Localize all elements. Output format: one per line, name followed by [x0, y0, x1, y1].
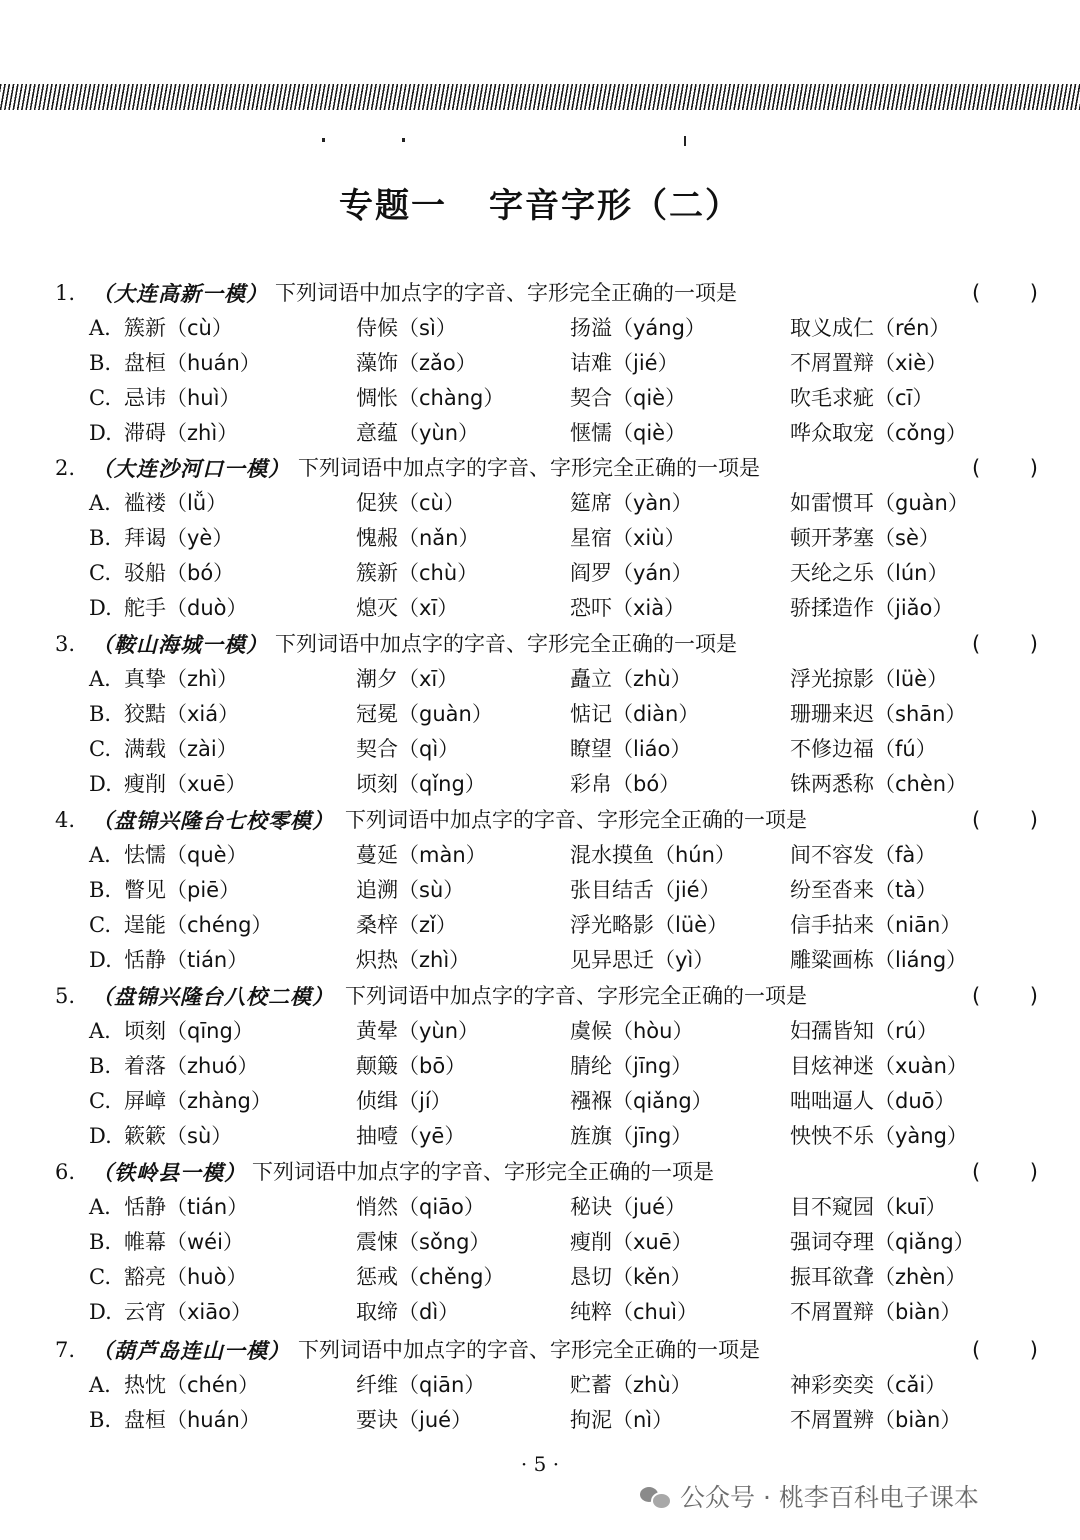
question-source: （盘锦兴隆台八校二模） [92, 984, 334, 1009]
option-row [0, 697, 1080, 732]
option-label: B. [89, 878, 112, 902]
watermark [640, 1478, 979, 1514]
question-text: 下列词语中加点字的字音、字形完全正确的一项是 [345, 984, 807, 1008]
option-word: 信手拈来（niān） [790, 913, 962, 937]
option-label: A. [89, 1019, 111, 1043]
answer-bracket[interactable] [972, 803, 1038, 838]
option-label: B. [89, 526, 112, 550]
option-word: 桑梓（zǐ） [356, 913, 457, 937]
option-row [0, 346, 1080, 381]
title-part-2: 字音字形（二） [489, 186, 741, 226]
option-word: 取义成仁（rén） [790, 316, 951, 340]
option-word: 黄晕（yùn） [356, 1019, 480, 1043]
watermark-text: 公众号 · 桃李百科电子课本 [680, 1483, 979, 1512]
option-label: D. [89, 1124, 112, 1148]
option-row [0, 1084, 1080, 1119]
option-word: 星宿（xiù） [570, 526, 686, 550]
option-word: 褴褛（lǚ） [124, 491, 228, 515]
option-label: D. [89, 1300, 112, 1324]
option-word: 瞭望（liáo） [570, 737, 692, 761]
option-word: 要诀（jué） [356, 1408, 473, 1432]
option-row [0, 1295, 1080, 1330]
option-label: C. [89, 561, 111, 585]
option-word: 目炫神迷（xuàn） [790, 1054, 968, 1078]
option-word: 促狭（cù） [356, 491, 465, 515]
option-label: C. [89, 913, 111, 937]
question-4 [0, 803, 1080, 978]
option-word: 雕粱画栋（liáng） [790, 948, 968, 972]
option-word: 真挚（zhì） [124, 667, 239, 691]
option-word: 屏嶂（zhàng） [124, 1089, 272, 1113]
option-word: 侦缉（jí） [356, 1089, 452, 1113]
question-stem [0, 803, 1080, 838]
option-word: 着落（zhuó） [124, 1054, 259, 1078]
question-stem [0, 276, 1080, 311]
option-word: 纯粹（chuì） [570, 1300, 698, 1324]
bracket-close: ) [1029, 456, 1038, 480]
question-text: 下列词语中加点字的字音、字形完全正确的一项是 [345, 808, 807, 832]
option-row [0, 1403, 1080, 1438]
option-word: 意蕴（yùn） [356, 421, 480, 445]
question-number: 3. [55, 632, 76, 656]
option-word: 蔓延（màn） [356, 843, 487, 867]
option-row [0, 591, 1080, 626]
question-number: 1. [55, 281, 76, 305]
option-word: 不修边福（fú） [790, 737, 937, 761]
option-word: 诘难（jié） [570, 351, 679, 375]
option-word: 混水摸鱼（hún） [570, 843, 736, 867]
option-word: 舵手（duò） [124, 596, 248, 620]
question-2 [0, 451, 1080, 626]
option-word: 骄揉造作（jiǎo） [790, 596, 954, 620]
question-source: （大连沙河口一模） [92, 456, 290, 481]
option-word: 纷至沓来（tà） [790, 878, 938, 902]
option-word: 悄然（qiāo） [356, 1195, 485, 1219]
option-word: 愧赧（nǎn） [356, 526, 480, 550]
option-label: B. [89, 1054, 112, 1078]
scan-mark [322, 138, 325, 142]
bracket-open: ( [972, 456, 981, 480]
question-text: 下列词语中加点字的字音、字形完全正确的一项是 [252, 1160, 714, 1184]
option-word: 簇新（cù） [124, 316, 233, 340]
option-word: 盘桓（huán） [124, 351, 261, 375]
option-word: 张目结舌（jié） [570, 878, 721, 902]
option-word: 瞥见（piē） [124, 878, 241, 902]
bracket-close: ) [1029, 1160, 1038, 1184]
option-word: 不屑置辨（biàn） [790, 1408, 962, 1432]
option-label: C. [89, 386, 111, 410]
option-word: 簌簌（sù） [124, 1124, 233, 1148]
option-label: D. [89, 948, 112, 972]
answer-bracket[interactable] [972, 1155, 1038, 1190]
option-row [0, 1190, 1080, 1225]
question-7 [0, 1333, 1080, 1438]
answer-bracket[interactable] [972, 627, 1038, 662]
question-number: 6. [55, 1160, 76, 1184]
option-word: 哗众取宠（cǒng） [790, 421, 968, 445]
option-word: 取缔（dì） [356, 1300, 460, 1324]
option-row [0, 943, 1080, 978]
option-row [0, 1014, 1080, 1049]
answer-bracket[interactable] [972, 276, 1038, 311]
option-row [0, 838, 1080, 873]
option-label: A. [89, 491, 111, 515]
option-word: 妇孺皆知（rú） [790, 1019, 938, 1043]
question-3 [0, 627, 1080, 802]
option-label: A. [89, 1195, 111, 1219]
option-row [0, 662, 1080, 697]
option-row [0, 1260, 1080, 1295]
option-word: 虞候（hòu） [570, 1019, 694, 1043]
bracket-open: ( [972, 1338, 981, 1362]
option-label: A. [89, 316, 111, 340]
option-word: 拜谒（yè） [124, 526, 234, 550]
option-row [0, 381, 1080, 416]
question-text: 下列词语中加点字的字音、字形完全正确的一项是 [298, 456, 760, 480]
option-row [0, 767, 1080, 802]
option-word: 恬静（tián） [124, 948, 249, 972]
question-number: 4. [55, 808, 76, 832]
option-word: 潮夕（xī） [356, 667, 459, 691]
page-number: · 5 · [520, 1452, 560, 1476]
option-word: 扬溢（yáng） [570, 316, 706, 340]
question-stem [0, 1155, 1080, 1190]
option-label: B. [89, 702, 112, 726]
header-hatch-band [0, 84, 1080, 110]
option-row [0, 1368, 1080, 1403]
option-word: 惩戒（chěng） [356, 1265, 505, 1289]
option-word: 逞能（chéng） [124, 913, 273, 937]
question-text: 下列词语中加点字的字音、字形完全正确的一项是 [298, 1338, 760, 1362]
option-label: C. [89, 1265, 111, 1289]
question-stem [0, 451, 1080, 486]
option-word: 震悚（sǒng） [356, 1230, 491, 1254]
question-number: 2. [55, 456, 76, 480]
option-label: B. [89, 351, 112, 375]
option-word: 满载（zài） [124, 737, 238, 761]
option-word: 振耳欲聋（zhèn） [790, 1265, 967, 1289]
option-row [0, 908, 1080, 943]
scan-mark [684, 136, 686, 146]
option-word: 如雷惯耳（guàn） [790, 491, 969, 515]
option-word: 滞碍（zhì） [124, 421, 239, 445]
option-word: 契合（qì） [356, 737, 460, 761]
option-word: 惦记（diàn） [570, 702, 700, 726]
option-word: 浮光略影（lüè） [570, 913, 729, 937]
bracket-close: ) [1029, 1338, 1038, 1362]
option-word: 追溯（sù） [356, 878, 465, 902]
option-word: 炽热（zhì） [356, 948, 471, 972]
option-word: 顷刻（qǐng） [356, 772, 486, 796]
bracket-close: ) [1029, 281, 1038, 305]
option-word: 恳切（kěn） [570, 1265, 692, 1289]
option-row [0, 486, 1080, 521]
option-word: 天纶之乐（lún） [790, 561, 949, 585]
option-word: 见异思迁（yì） [570, 948, 715, 972]
option-word: 侍候（sì） [356, 316, 457, 340]
option-word: 吹毛求疵（cī） [790, 386, 934, 410]
answer-bracket[interactable] [972, 451, 1038, 486]
answer-bracket[interactable] [972, 1333, 1038, 1368]
option-word: 贮蓄（zhù） [570, 1373, 692, 1397]
title-part-1: 专题一 [339, 186, 447, 226]
option-row [0, 521, 1080, 556]
option-word: 狡黠（xiá） [124, 702, 240, 726]
option-row [0, 873, 1080, 908]
bracket-open: ( [972, 808, 981, 832]
option-word: 盘桓（huán） [124, 1408, 261, 1432]
bracket-open: ( [972, 632, 981, 656]
option-word: 矗立（zhù） [570, 667, 692, 691]
option-word: 恬静（tián） [124, 1195, 249, 1219]
page-title [0, 178, 1080, 227]
option-word: 熄灭（xī） [356, 596, 459, 620]
question-source: （葫芦岛连山一模） [92, 1338, 290, 1363]
option-word: 筵席（yàn） [570, 491, 693, 515]
question-5 [0, 979, 1080, 1154]
option-word: 珊珊来迟（shān） [790, 702, 967, 726]
option-word: 契合（qiè） [570, 386, 687, 410]
option-word: 襁褓（qiǎng） [570, 1089, 713, 1113]
question-source: （盘锦兴隆台七校零模） [92, 808, 334, 833]
option-row [0, 732, 1080, 767]
wechat-icon [640, 1483, 670, 1509]
bracket-close: ) [1029, 984, 1038, 1008]
question-stem [0, 1333, 1080, 1368]
option-word: 目不窥园（kuī） [790, 1195, 947, 1219]
option-row [0, 1049, 1080, 1084]
option-row [0, 1225, 1080, 1260]
option-label: D. [89, 596, 112, 620]
option-word: 不屑置辩（biàn） [790, 1300, 962, 1324]
option-word: 纤维（qiān） [356, 1373, 486, 1397]
bracket-open: ( [972, 1160, 981, 1184]
option-word: 藻饰（zǎo） [356, 351, 477, 375]
question-source: （鞍山海城一模） [92, 632, 268, 657]
option-word: 豁亮（huò） [124, 1265, 248, 1289]
option-label: D. [89, 421, 112, 445]
option-word: 惆怅（chàng） [356, 386, 505, 410]
option-row [0, 311, 1080, 346]
scan-mark [402, 138, 405, 142]
option-word: 拘泥（nì） [570, 1408, 674, 1432]
option-label: C. [89, 1089, 111, 1113]
question-source: （铁岭县一模） [92, 1160, 246, 1185]
option-row [0, 416, 1080, 451]
option-word: 冠冕（guàn） [356, 702, 493, 726]
bracket-open: ( [972, 281, 981, 305]
option-word: 颠簸（bō） [356, 1054, 467, 1078]
question-source: （大连高新一模） [92, 281, 268, 306]
option-word: 神彩奕奕（cǎi） [790, 1373, 947, 1397]
option-word: 浮光掠影（lüè） [790, 667, 949, 691]
option-label: A. [89, 667, 111, 691]
option-word: 阎罗（yán） [570, 561, 693, 585]
question-6 [0, 1155, 1080, 1330]
question-stem [0, 627, 1080, 662]
question-1 [0, 276, 1080, 451]
option-word: 恐吓（xià） [570, 596, 686, 620]
option-label: B. [89, 1408, 112, 1432]
option-word: 怏怏不乐（yàng） [790, 1124, 968, 1148]
option-word: 云宵（xiāo） [124, 1300, 252, 1324]
option-word: 忌讳（huì） [124, 386, 241, 410]
option-word: 簇新（chù） [356, 561, 479, 585]
question-text: 下列词语中加点字的字音、字形完全正确的一项是 [275, 632, 737, 656]
option-word: 瘦削（xuē） [124, 772, 247, 796]
option-label: D. [89, 772, 112, 796]
option-label: A. [89, 1373, 111, 1397]
option-word: 旌旗（jīng） [570, 1124, 693, 1148]
option-label: C. [89, 737, 111, 761]
option-label: B. [89, 1230, 112, 1254]
option-word: 彩帛（bó） [570, 772, 681, 796]
question-number: 7. [55, 1338, 76, 1362]
bracket-close: ) [1029, 808, 1038, 832]
option-word: 热忱（chén） [124, 1373, 260, 1397]
bracket-open: ( [972, 984, 981, 1008]
option-word: 顿开茅塞（sè） [790, 526, 940, 550]
option-word: 腈纶（jīng） [570, 1054, 693, 1078]
option-word: 不屑置辩（xiè） [790, 351, 948, 375]
option-word: 铢两悉称（chèn） [790, 772, 968, 796]
question-stem [0, 979, 1080, 1014]
question-text: 下列词语中加点字的字音、字形完全正确的一项是 [275, 281, 737, 305]
option-word: 怯懦（què） [124, 843, 248, 867]
option-word: 抽噎（yē） [356, 1124, 466, 1148]
option-word: 驳船（bó） [124, 561, 235, 585]
option-word: 瘦削（xuē） [570, 1230, 693, 1254]
answer-bracket[interactable] [972, 979, 1038, 1014]
bracket-close: ) [1029, 632, 1038, 656]
option-word: 间不容发（fà） [790, 843, 937, 867]
option-word: 强词夺理（qiǎng） [790, 1230, 975, 1254]
option-row [0, 556, 1080, 591]
option-word: 咄咄逼人（duō） [790, 1089, 956, 1113]
option-word: 帷幕（wéi） [124, 1230, 244, 1254]
option-word: 秘诀（jué） [570, 1195, 687, 1219]
option-row [0, 1119, 1080, 1154]
option-word: 惬懦（qiè） [570, 421, 687, 445]
option-label: A. [89, 843, 111, 867]
question-number: 5. [55, 984, 76, 1008]
option-word: 顷刻（qīng） [124, 1019, 254, 1043]
